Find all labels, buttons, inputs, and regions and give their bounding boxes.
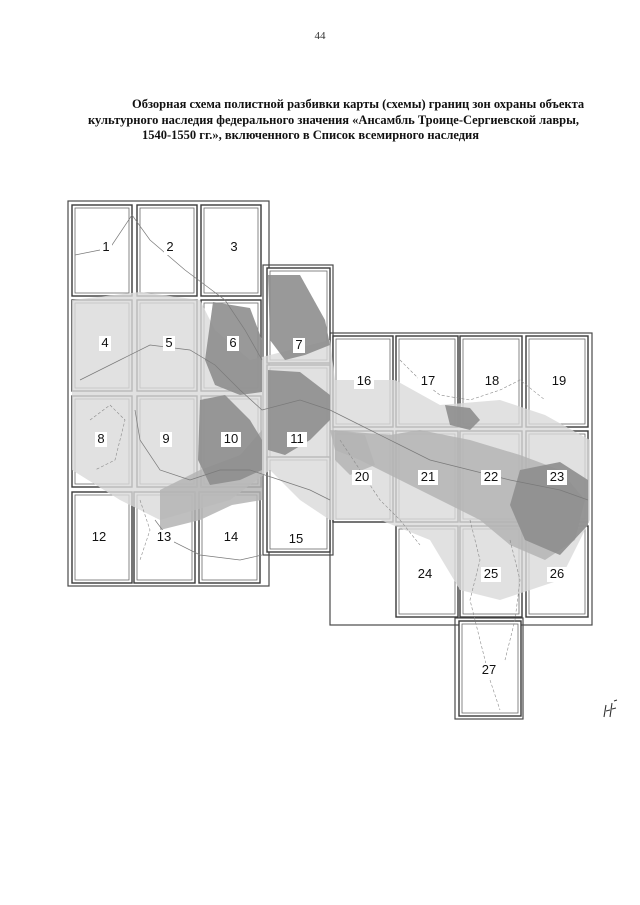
sheet-label-25: 25 xyxy=(483,566,499,581)
sheet-label-14: 14 xyxy=(223,529,239,544)
sheet-label-10: 10 xyxy=(223,431,239,446)
sheet-label-3: 3 xyxy=(230,239,238,254)
page-number: 44 xyxy=(314,30,326,42)
sheet-label-27: 27 xyxy=(481,662,497,677)
sheet-label-6: 6 xyxy=(229,335,237,350)
sheet-label-8: 8 xyxy=(97,431,105,446)
sheet-label-19: 19 xyxy=(551,373,567,388)
title-line-2: культурного наследия федерального значения «Ансамбль Троице-Сергиевской лавры, xyxy=(88,112,580,127)
sheet-label-16: 16 xyxy=(356,373,372,388)
sheet-label-18: 18 xyxy=(484,373,500,388)
sheet-label-20: 20 xyxy=(354,469,370,484)
sheet-label-23: 23 xyxy=(549,469,565,484)
sheet-label-4: 4 xyxy=(101,335,109,350)
sheet-label-13: 13 xyxy=(156,529,172,544)
sheet-label-5: 5 xyxy=(165,335,173,350)
title-line-3: 1540-1550 гг.», включенного в Список всемирного наследия xyxy=(142,128,480,142)
sheet-label-11: 11 xyxy=(290,431,304,446)
sheet-label-15: 15 xyxy=(288,531,304,546)
sheet-label-26: 26 xyxy=(549,566,565,581)
sheet-label-22: 22 xyxy=(483,469,499,484)
sheet-label-7: 7 xyxy=(295,337,303,352)
sheet-label-24: 24 xyxy=(417,566,433,581)
sheet-label-21: 21 xyxy=(420,469,436,484)
sheet-label-12: 12 xyxy=(91,529,107,544)
sheet-label-2: 2 xyxy=(166,239,174,254)
sheet-label-17: 17 xyxy=(420,373,436,388)
title-line-1: Обзорная схема полистной разбивки карты (схемы) границ зон охраны объекта xyxy=(132,97,585,111)
handwritten-signature xyxy=(600,697,620,721)
sheet-label-9: 9 xyxy=(162,431,170,446)
sheet-label-1: 1 xyxy=(102,239,110,254)
